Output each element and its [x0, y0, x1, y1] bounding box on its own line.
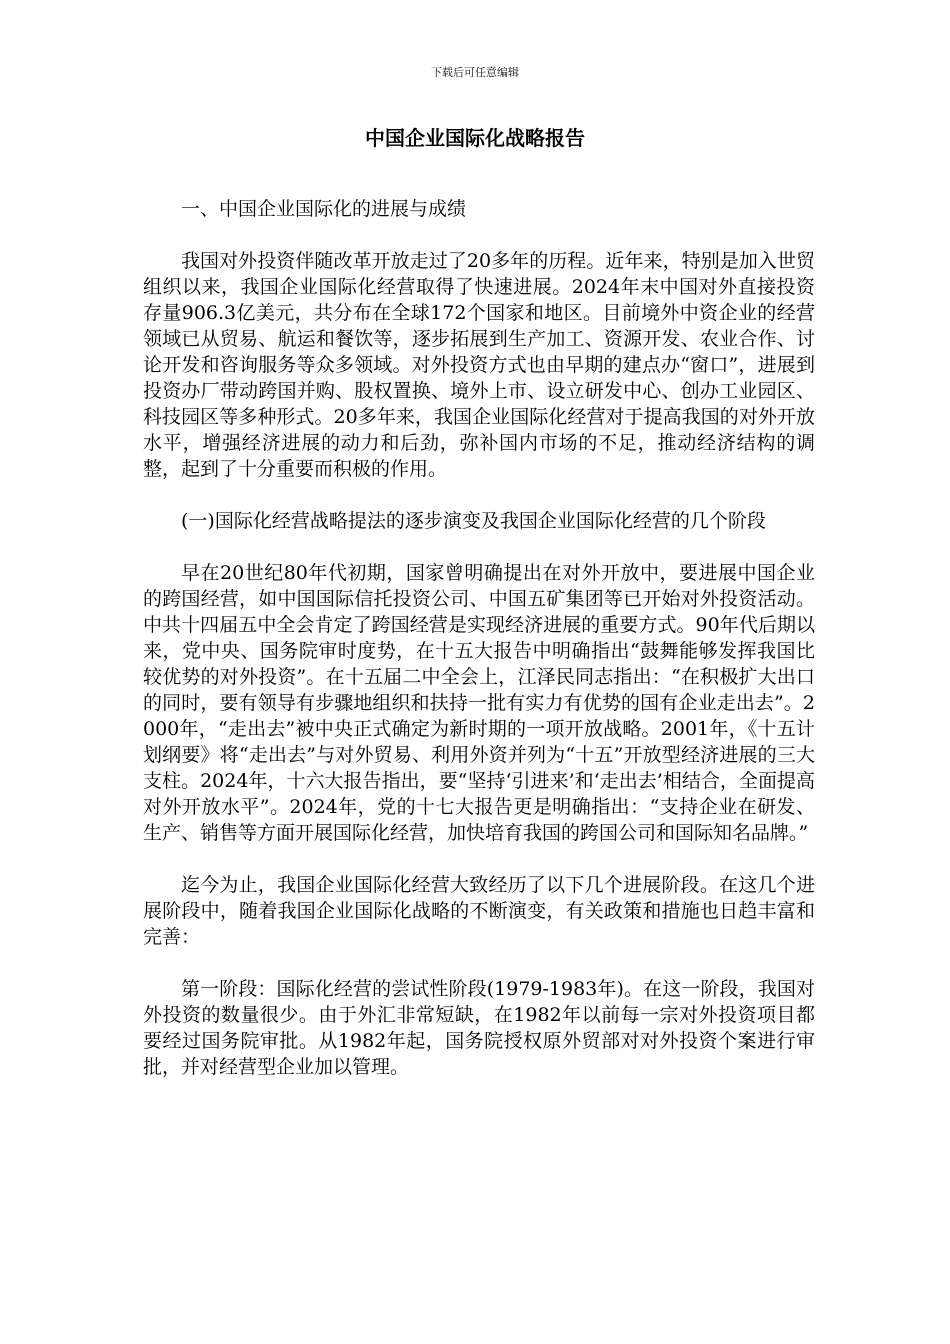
paragraph-3: 迄今为止，我国企业国际化经营大致经历了以下几个进展阶段。在这几个进展阶段中，随着我国企业国际化战略的不断演变，有关政策和措施也日趋丰富和完善： [143, 874, 815, 948]
paragraph-1: 我国对外投资伴随改革开放走过了20多年的历程。近年来，特别是加入世贸组织以来，我国企业国际化经营取得了快速进展。2024年末中国对外直接投资存量906.3亿美元，共分布在全球172个国家和地区。目前境外中资企业的经营领域已从贸易、航运和餐饮等，逐步拓展到生产加工、资源开发、农业合作、讨论开发和咨询服务等众多领域。对外投资方式也由早期的建点办“窗口”，进展到投资办厂带动跨国并购、股权置换、境外上市、设立研发中心、创办工业园区、科技园区等多种形式。20多年来，我国企业国际化经营对于提高我国的对外开放水平，增强经济进展的动力和后劲，弥补国内市场的不足，推动经济结构的调整，起到了十分重要而积极的作用。 [143, 250, 815, 480]
paragraph-2: 早在20世纪80年代初期，国家曾明确提出在对外开放中，要进展中国企业的跨国经营，如中国国际信托投资公司、中国五矿集团等已开始对外投资活动。中共十四届五中全会肯定了跨国经营是实现经济进展的重要方式。90年代后期以来，党中央、国务院审时度势，在十五大报告中明确指出“鼓舞能够发挥我国比较优势的对外投资”。在十五届二中全会上，江泽民同志指出：“在积极扩大出口的同时，要有领导有步骤地组织和扶持一批有实力有优势的国有企业走出去”。2000年，“走出去”被中央正式确定为新时期的一项开放战略。2001年，《十五计划纲要》将“走出去”与对外贸易、利用外资并列为“十五”开放型经济进展的三大支柱。2024年，十六大报告指出，要“坚持‘引进来’和‘走出去’相结合，全面提高对外开放水平”。2024年，党的十七大报告更是明确指出：“支持企业在研发、生产、销售等方面开展国际化经营，加快培育我国的跨国公司和国际知名品牌。” [143, 562, 815, 844]
document-title: 中国企业国际化战略报告 [365, 126, 585, 150]
section-heading-1: 一、中国企业国际化的进展与成绩 [181, 198, 467, 220]
document-body [143, 196, 815, 1106]
header-note: 下载后可任意编辑 [431, 66, 519, 79]
subsection-heading-1: (一)国际化经营战略提法的逐步演变及我国企业国际化经营的几个阶段 [181, 510, 766, 532]
paragraph-4: 第一阶段：国际化经营的尝试性阶段(1979-1983年)。在这一阶段，我国对外投资的数量很少。由于外汇非常短缺，在1982年以前每一宗对外投资项目都要经过国务院审批。从1982年起，国务院授权原外贸部对对外投资个案进行审批，并对经营型企业加以管理。 [143, 978, 815, 1078]
